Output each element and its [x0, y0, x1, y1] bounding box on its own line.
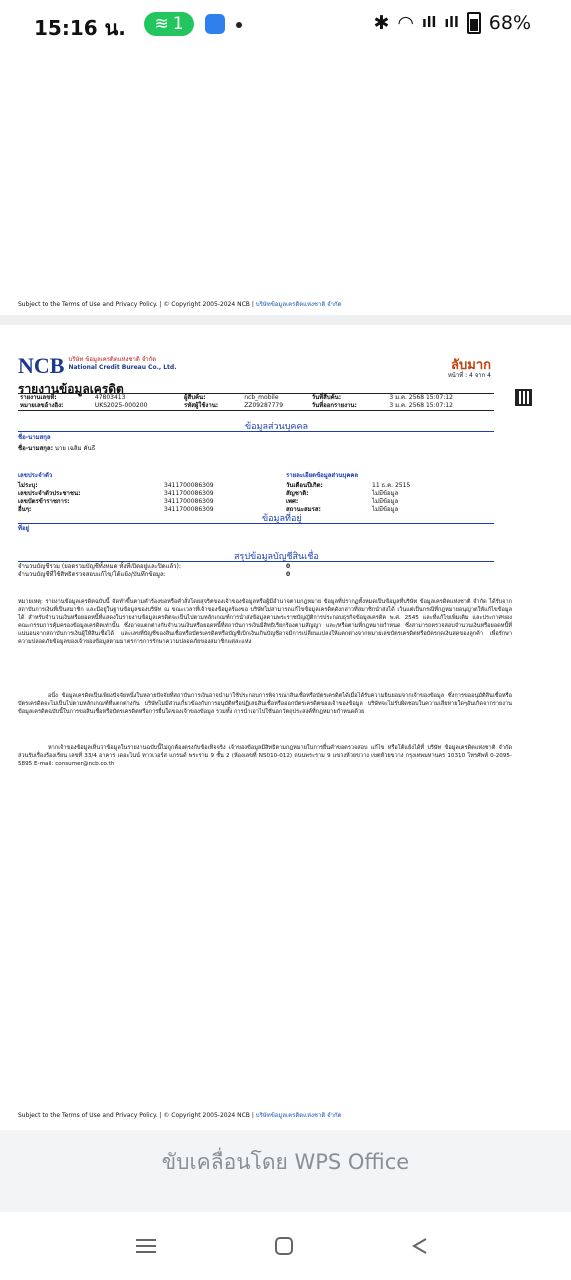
issue-date-label: วันที่ออกรายงาน:: [311, 402, 357, 409]
footer-link[interactable]: บริษัทข้อมูลเครดิตแห่งชาติ จำกัด: [255, 1112, 342, 1119]
reference-value: UKS2025-000200: [94, 402, 148, 409]
searcher-label: ผู้สืบค้น:: [184, 394, 206, 401]
search-date-label: วันที่สืบค้น:: [311, 394, 342, 401]
detail-value: ไม่มีข้อมูล: [372, 490, 399, 497]
report-no-label: รายงานเลขที่:: [20, 394, 57, 401]
user-code-label: รหัสผู้ใช้งาน:: [184, 402, 219, 409]
id-label: อื่นๆ:: [18, 506, 32, 513]
ncb-logo-text: NCB: [18, 353, 65, 378]
name-value: นาย เฉลิม คันธี: [54, 445, 96, 452]
summary-value: 0: [286, 563, 291, 570]
app-notification-icon: [205, 14, 225, 34]
status-time: 15:16 น.: [34, 16, 126, 40]
detail-row: [286, 506, 410, 514]
qr-code-icon: [515, 389, 532, 406]
id-row: [18, 498, 214, 506]
name-label: ชื่อ-นามสกุล:: [18, 445, 53, 452]
detail-row: [286, 490, 410, 498]
company-name-en: National Credit Bureau Co., Ltd.: [68, 364, 177, 371]
detail-label: วันเดือนปีเกิด:: [286, 482, 323, 489]
section-rule: [18, 431, 494, 432]
detail-label: สถานะสมรส:: [286, 506, 321, 513]
status-bar: [0, 0, 571, 52]
ncb-logo: [18, 353, 177, 378]
id-label: เลขประจำตัวประชาชน:: [18, 490, 81, 497]
home-icon: [274, 1236, 294, 1256]
address-header: ที่อยู่: [18, 525, 30, 532]
wps-watermark: ขับเคลื่อนโดย WPS Office: [161, 1150, 410, 1174]
hotspot-badge[interactable]: [144, 12, 194, 36]
note-paragraph-1: หมายเหตุ: รายงานข้อมูลเครดิตฉบับนี้ จัดทำขึ้นตามคำร้องขอหรือคำสั่งโดยสุจริตของเจ้าของข้อมูลหรือผู้มีอำนาจตามกฎหมาย ข้อมูลที่ปรากฏทั้งหมดเป็นข้อมูลที่บริษัท ข้อมูลเครดิตแห่งชาติ จำกัด ได้รับจากสถาบันการเงินที่เป็นสมาชิก และมีอยู่ในฐานข้อมูลของบริษัท ณ ขณะเวลาที่เจ้าของข้อมูลร้องขอ บริษัทไม่สามารถแก้ไขข้อมูลเครดิตดังกล่าวที่สมาชิกนำส่งได้ เว้นแต่เป็นกรณีที่กฎหมายอนุญาตให้แก้ไขข้อมูลได้ สำหรับจำนวนเงินหรือยอดหนี้ที่แสดงในรายงานข้อมูลเครดิตจะเป็นไปตามหลักเกณฑ์การนำส่งข้อมูลตามพระราชบัญญัติการประกอบธุรกิจข้อมูลเครดิต พ.ศ. 2545 และที่แก้ไขเพิ่มเติม และประกาศของคณะกรรมการคุ้มครองข้อมูลเครดิตเท่านั้น ซึ่งอาจแตกต่างกับจำนวนเงินหรือยอดหนี้ที่สถาบันการเงินมีสิทธิเรียกร้องตามสัญญา และ/หรือตามที่กฎหมายกำหนด ซึ่งสามารถตรวจสอบจำนวนเงินหรือยอดหนี้ที่แน่นอนจากสถาบันการเงินผู้ให้สินเชื่อได้ และเลขที่บัญชีของสินเชื่อหรือบัตรเครดิตหรือบัญชีเบิกเงินเกินบัญชีอาจมีการเปลี่ยนแปลงให้แตกต่างจากหมายเลขบัตรเครดิตหรือบัตรกดเงินสดของลูกค้า เพื่อรักษาความปลอดภัยข้อมูลของเจ้าของข้อมูลตามมาตรการการรักษาความปลอดภัยของสมาชิกแต่ละแห่ง: [18, 599, 512, 645]
searcher-value: ncb_mobile: [244, 394, 279, 401]
footer-link[interactable]: บริษัทข้อมูลเครดิตแห่งชาติ จำกัด: [255, 301, 342, 308]
page-number: หน้าที่ : 4 จาก 4: [447, 372, 491, 379]
signal-icon: ıll: [421, 15, 437, 31]
summary-row: [18, 571, 290, 579]
more-notifications-icon: [236, 22, 242, 28]
home-button[interactable]: [264, 1226, 304, 1266]
section-rule: [18, 523, 494, 524]
summary-label: จำนวนบัญชีที่ใช้สิทธิตรวจสอบแก้ไข/โต้แย้ง/บันทึกข้อมูล:: [18, 571, 166, 578]
note-paragraph-3: หากเจ้าของข้อมูลเห็นว่าข้อมูลในรายงานฉบับนี้ไม่ถูกต้องตรงกับข้อเท็จจริง เจ้าของข้อมูลมีสิทธิตามกฎหมายในการยื่นคำขอตรวจสอบ แก้ไข หรือโต้แย้งได้ที่ บริษัท ข้อมูลเครดิตแห่งชาติ จำกัด ส่วนรับเรื่องร้องเรียน เลขที่ 33/4 อาคาร เดอะไนน์ ทาวเวอร์ส แกรนด์ พระราม 9 ชั้น 2 (ห้องเลขที่ NS010-012) ถนนพระราม 9 แขวงห้วยขวาง เขตห้วยขวาง กรุงเทพมหานคร 10310 โทรศัพท์ 0-2095-5895 E-mail: consumer@ncb.co.th: [18, 745, 512, 767]
report-no-value: 47803413: [94, 394, 126, 401]
recent-apps-button[interactable]: [126, 1226, 166, 1266]
report-info-table: [18, 393, 494, 411]
navigation-bar: [0, 1212, 571, 1280]
id-label: เลขบัตรข้าราชการ:: [18, 498, 70, 505]
report-title: รายงานข้อมูลเครดิต: [18, 382, 124, 396]
status-right: [373, 12, 531, 34]
bluetooth-icon: ✱: [373, 12, 390, 34]
id-table: [18, 482, 214, 514]
summary-section-title: สรุปข้อมูลบัญชีสินเชื่อ: [234, 552, 319, 562]
name-row: [18, 445, 95, 453]
id-label: ไม่ระบุ:: [18, 482, 38, 489]
signal-icon-2: ıll: [444, 15, 459, 31]
note-paragraph-2: อนึ่ง ข้อมูลเครดิตเป็นเพียงปัจจัยหนึ่งในหลายปัจจัยที่สถาบันการเงินอาจนำมาใช้ประกอบการพิจารณาสินเชื่อหรือบัตรเครดิตได้เมื่อได้รับความยินยอมจากเจ้าของข้อมูล ซึ่งการขออนุมัติสินเชื่อหรือบัตรเครดิตจะไม่เป็นไปตามหลักเกณฑ์ที่แตกต่างกัน บริษัทไม่มีส่วนเกี่ยวข้องกับการอนุมัติหรือปฏิเสธสินเชื่อหรือออกบัตรเครดิตของเจ้าของข้อมูล บริษัทจะไม่รับผิดชอบในความเสียหายใดๆอันเกิดจากรายงานข้อมูลเครดิตฉบับนี้ในการขอสินเชื่อหรือบัตรเครดิตหรือการยื่นใดของเจ้าของข้อมูล รวมทั้ง การนำเอาไปใช้นอกวัตถุประสงค์ที่กฎหมายกำหนดด้วย: [18, 693, 512, 715]
classification-label: ลับมาก: [451, 358, 491, 373]
issue-date-value: 3 ม.ค. 2568 15:07:12: [389, 402, 453, 409]
id-row: [18, 490, 214, 498]
id-value: 3411700086309: [164, 506, 214, 513]
summary-value: 0: [286, 571, 291, 578]
detail-value: ไม่มีข้อมูล: [372, 498, 399, 505]
id-row: [18, 482, 214, 490]
report-info-row: [18, 394, 494, 402]
user-code-value: ZZ09287779: [244, 402, 284, 409]
menu-icon: [135, 1237, 157, 1255]
summary-label: จำนวนบัญชีรวม (ยอดรวมบัญชีทั้งหมด ทั้งที่เปิดอยู่และปิดแล้ว):: [18, 563, 181, 570]
detail-label: เพศ:: [286, 498, 299, 505]
wifi-share-icon: ≋: [154, 14, 169, 34]
detail-row: [286, 482, 410, 490]
battery-icon: [467, 12, 481, 34]
id-header: เลขประจำตัว: [18, 472, 53, 479]
id-value: 3411700086309: [164, 498, 214, 505]
detail-table: [286, 482, 410, 514]
detail-header: รายละเอียดข้อมูลส่วนบุคคล: [286, 472, 359, 479]
detail-row: [286, 498, 410, 506]
battery-percent: 68%: [488, 12, 531, 34]
address-section-title: ข้อมูลที่อยู่: [262, 514, 302, 524]
id-row: [18, 506, 214, 514]
document-viewer[interactable]: [0, 52, 571, 1132]
footer-text: Subject to the Terms of Use and Privacy Policy. | © Copyright 2005-2024 NCB |: [18, 1112, 254, 1119]
personal-section-title: ข้อมูลส่วนบุคคล: [245, 422, 308, 432]
page-footer: [18, 299, 342, 309]
page-footer: [18, 1110, 342, 1120]
hotspot-count: 1: [172, 14, 184, 34]
reference-label: หมายเลขอ้างอิง:: [20, 402, 64, 409]
back-button[interactable]: [400, 1226, 440, 1266]
summary-row: [18, 563, 290, 571]
section-rule: [18, 561, 494, 562]
report-info-row: [18, 402, 494, 410]
wifi-icon: ◠: [397, 12, 414, 34]
company-name-th: บริษัท ข้อมูลเครดิตแห่งชาติ จำกัด: [68, 356, 157, 363]
detail-value: 11 ธ.ค. 2515: [372, 482, 411, 489]
name-header: ชื่อ-นามสกุล: [18, 434, 51, 441]
footer-text: Subject to the Terms of Use and Privacy Policy. | © Copyright 2005-2024 NCB |: [18, 301, 254, 308]
detail-value: ไม่มีข้อมูล: [372, 506, 399, 513]
summary-table: [18, 563, 290, 579]
id-value: 3411700086309: [164, 482, 214, 489]
page-separator: [0, 315, 571, 325]
detail-label: สัญชาติ:: [286, 490, 309, 497]
id-value: 3411700086309: [164, 490, 214, 497]
back-icon: [410, 1236, 430, 1256]
search-date-value: 3 ม.ค. 2568 15:07:12: [389, 394, 453, 401]
